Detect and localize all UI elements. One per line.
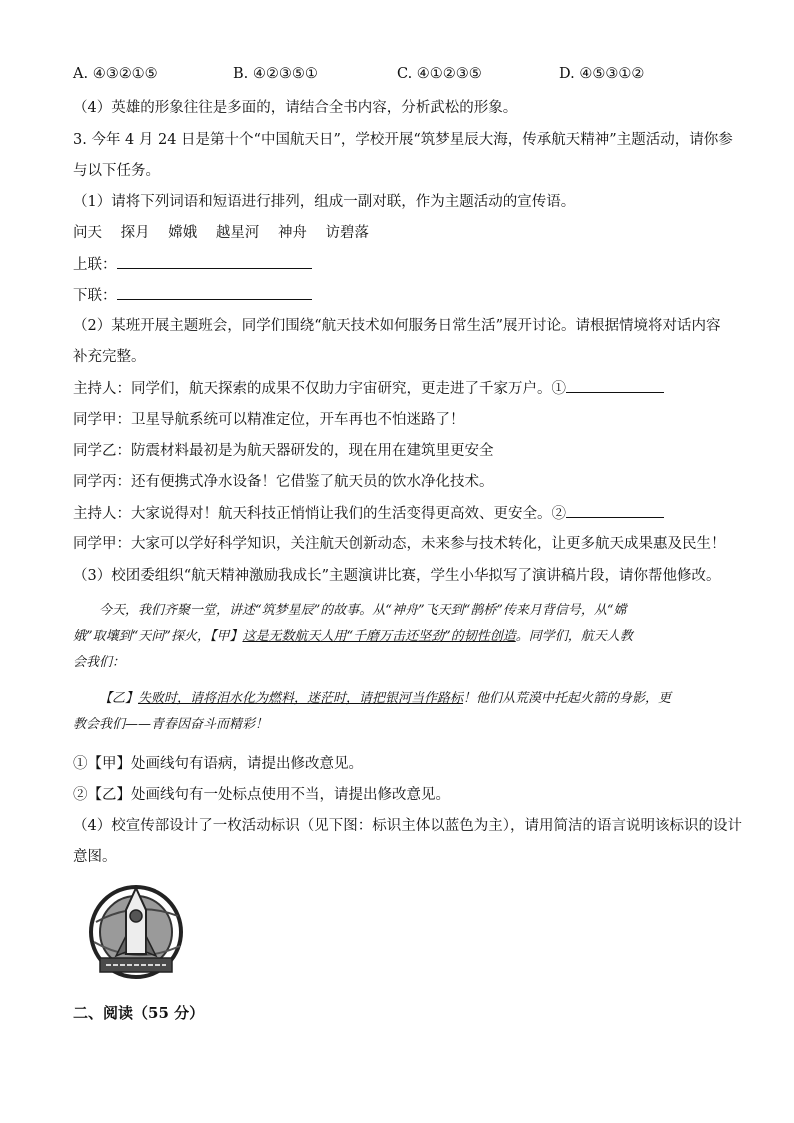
event-logo-image (86, 880, 186, 984)
option-d: D. ④⑤③①② (559, 66, 645, 82)
question-3-intro-line-1: 3. 今年 4 月 24 日是第十个“中国航天日”，学校开展“筑梦星辰大海，传承航天精神”主题活动，请你参 (73, 132, 733, 148)
word-item: 越星河 (215, 225, 260, 241)
word-item: 神舟 (277, 225, 307, 241)
speech-text: 。同学们，航天人教 (515, 629, 633, 644)
speech-para-2-line-1 (73, 686, 721, 712)
section-heading: 二、阅读（55 分） (73, 1004, 205, 1022)
upper-couplet-blank[interactable] (117, 254, 312, 269)
question-3-2-line-1: （2）某班开展主题班会，同学们围绕“航天技术如何服务日常生活”展开讨论。请根据情境将对话内容 (73, 318, 721, 334)
dialogue-line (73, 503, 664, 524)
speech-para-2-line-2: 教会我们——青春因奋斗而精彩！ (73, 717, 269, 732)
question-3-1: （1）请将下列词语和短语进行排列，组成一副对联，作为主题活动的宣传语。 (73, 194, 576, 210)
lower-couplet-label: 下联： (73, 288, 117, 304)
word-item: 嫦娥 (168, 225, 198, 241)
upper-couplet-row (73, 254, 312, 275)
question-3-4-line-1: （4）校宣传部设计了一枚活动标识（见下图：标识主体以蓝色为主），请用简洁的语言说明该标识的设计 (73, 818, 742, 834)
lower-couplet-blank[interactable] (117, 285, 312, 300)
question-3-3: （3）校团委组织“航天精神激励我成长”主题演讲比赛，学生小华拟写了演讲稿片段，请你帮他修改。 (73, 568, 721, 584)
underlined-sentence-jia: 这是无数航天人用“千磨万击还坚劲”的韧性创造 (242, 629, 516, 644)
speech-draft (73, 598, 721, 738)
dialogue-text: 主持人：大家说得对！航天科技正悄悄让我们的生活变得更高效、更安全。② (73, 506, 566, 522)
speech-para-1-line-2 (73, 624, 721, 650)
dialogue-line (73, 378, 664, 399)
speech-para-1-line-1: 今天，我们齐聚一堂，讲述“筑梦星辰”的故事。从“神舟”飞天到“鹊桥”传来月背信号，从“嫦 (99, 603, 627, 618)
question-3-2-line-2: 补充完整。 (73, 349, 146, 365)
speech-text: 娥”取壤到“天问”探火，【甲】 (73, 629, 243, 644)
dialogue-line: 同学丙：还有便携式净水设备！它借鉴了航天员的饮水净化技术。 (73, 474, 494, 490)
upper-couplet-label: 上联： (73, 257, 117, 273)
question-3-intro-line-2: 与以下任务。 (73, 163, 160, 179)
question-3-4-line-2: 意图。 (73, 849, 117, 865)
word-item: 问天 (73, 225, 102, 241)
option-c: C. ④①②③⑤ (397, 66, 482, 82)
dialogue-blank-2[interactable] (566, 503, 664, 518)
word-item: 探月 (120, 225, 150, 241)
dialogue-line: 同学甲：大家可以学好科学知识，关注航天创新动态，未来参与技术转化，让更多航天成果惠及民生！ (73, 536, 726, 552)
speech-text: ！他们从荒漠中托起火箭的身影，更 (463, 691, 672, 706)
dialogue-line: 同学甲：卫星导航系统可以精准定位，开车再也不怕迷路了！ (73, 412, 465, 428)
dialogue-blank-1[interactable] (566, 378, 664, 393)
answer-options (73, 66, 733, 86)
word-bank (73, 223, 383, 243)
underlined-sentence-yi: 失败时，请将泪水化为燃料，迷茫时，请把银河当作路标 (138, 691, 464, 706)
option-a: A. ④③②①⑤ (73, 66, 158, 82)
speech-para-1-line-3: 会我们： (73, 655, 126, 670)
sub-question-1: ①【甲】处画线句有语病，请提出修改意见。 (73, 756, 363, 772)
option-b: B. ④②③⑤① (233, 66, 318, 82)
word-item: 访碧落 (325, 225, 370, 241)
question-2-4: （4）英雄的形象往往是多面的，请结合全书内容，分析武松的形象。 (73, 100, 518, 116)
dialogue-text: 主持人：同学们，航天探索的成果不仅助力宇宙研究，更走进了千家万户。① (73, 381, 566, 397)
sub-question-2: ②【乙】处画线句有一处标点使用不当，请提出修改意见。 (73, 787, 450, 803)
speech-text: 【乙】 (99, 691, 139, 706)
dialogue-line: 同学乙：防震材料最初是为航天器研发的，现在用在建筑里更安全 (73, 443, 494, 459)
lower-couplet-row (73, 285, 312, 306)
